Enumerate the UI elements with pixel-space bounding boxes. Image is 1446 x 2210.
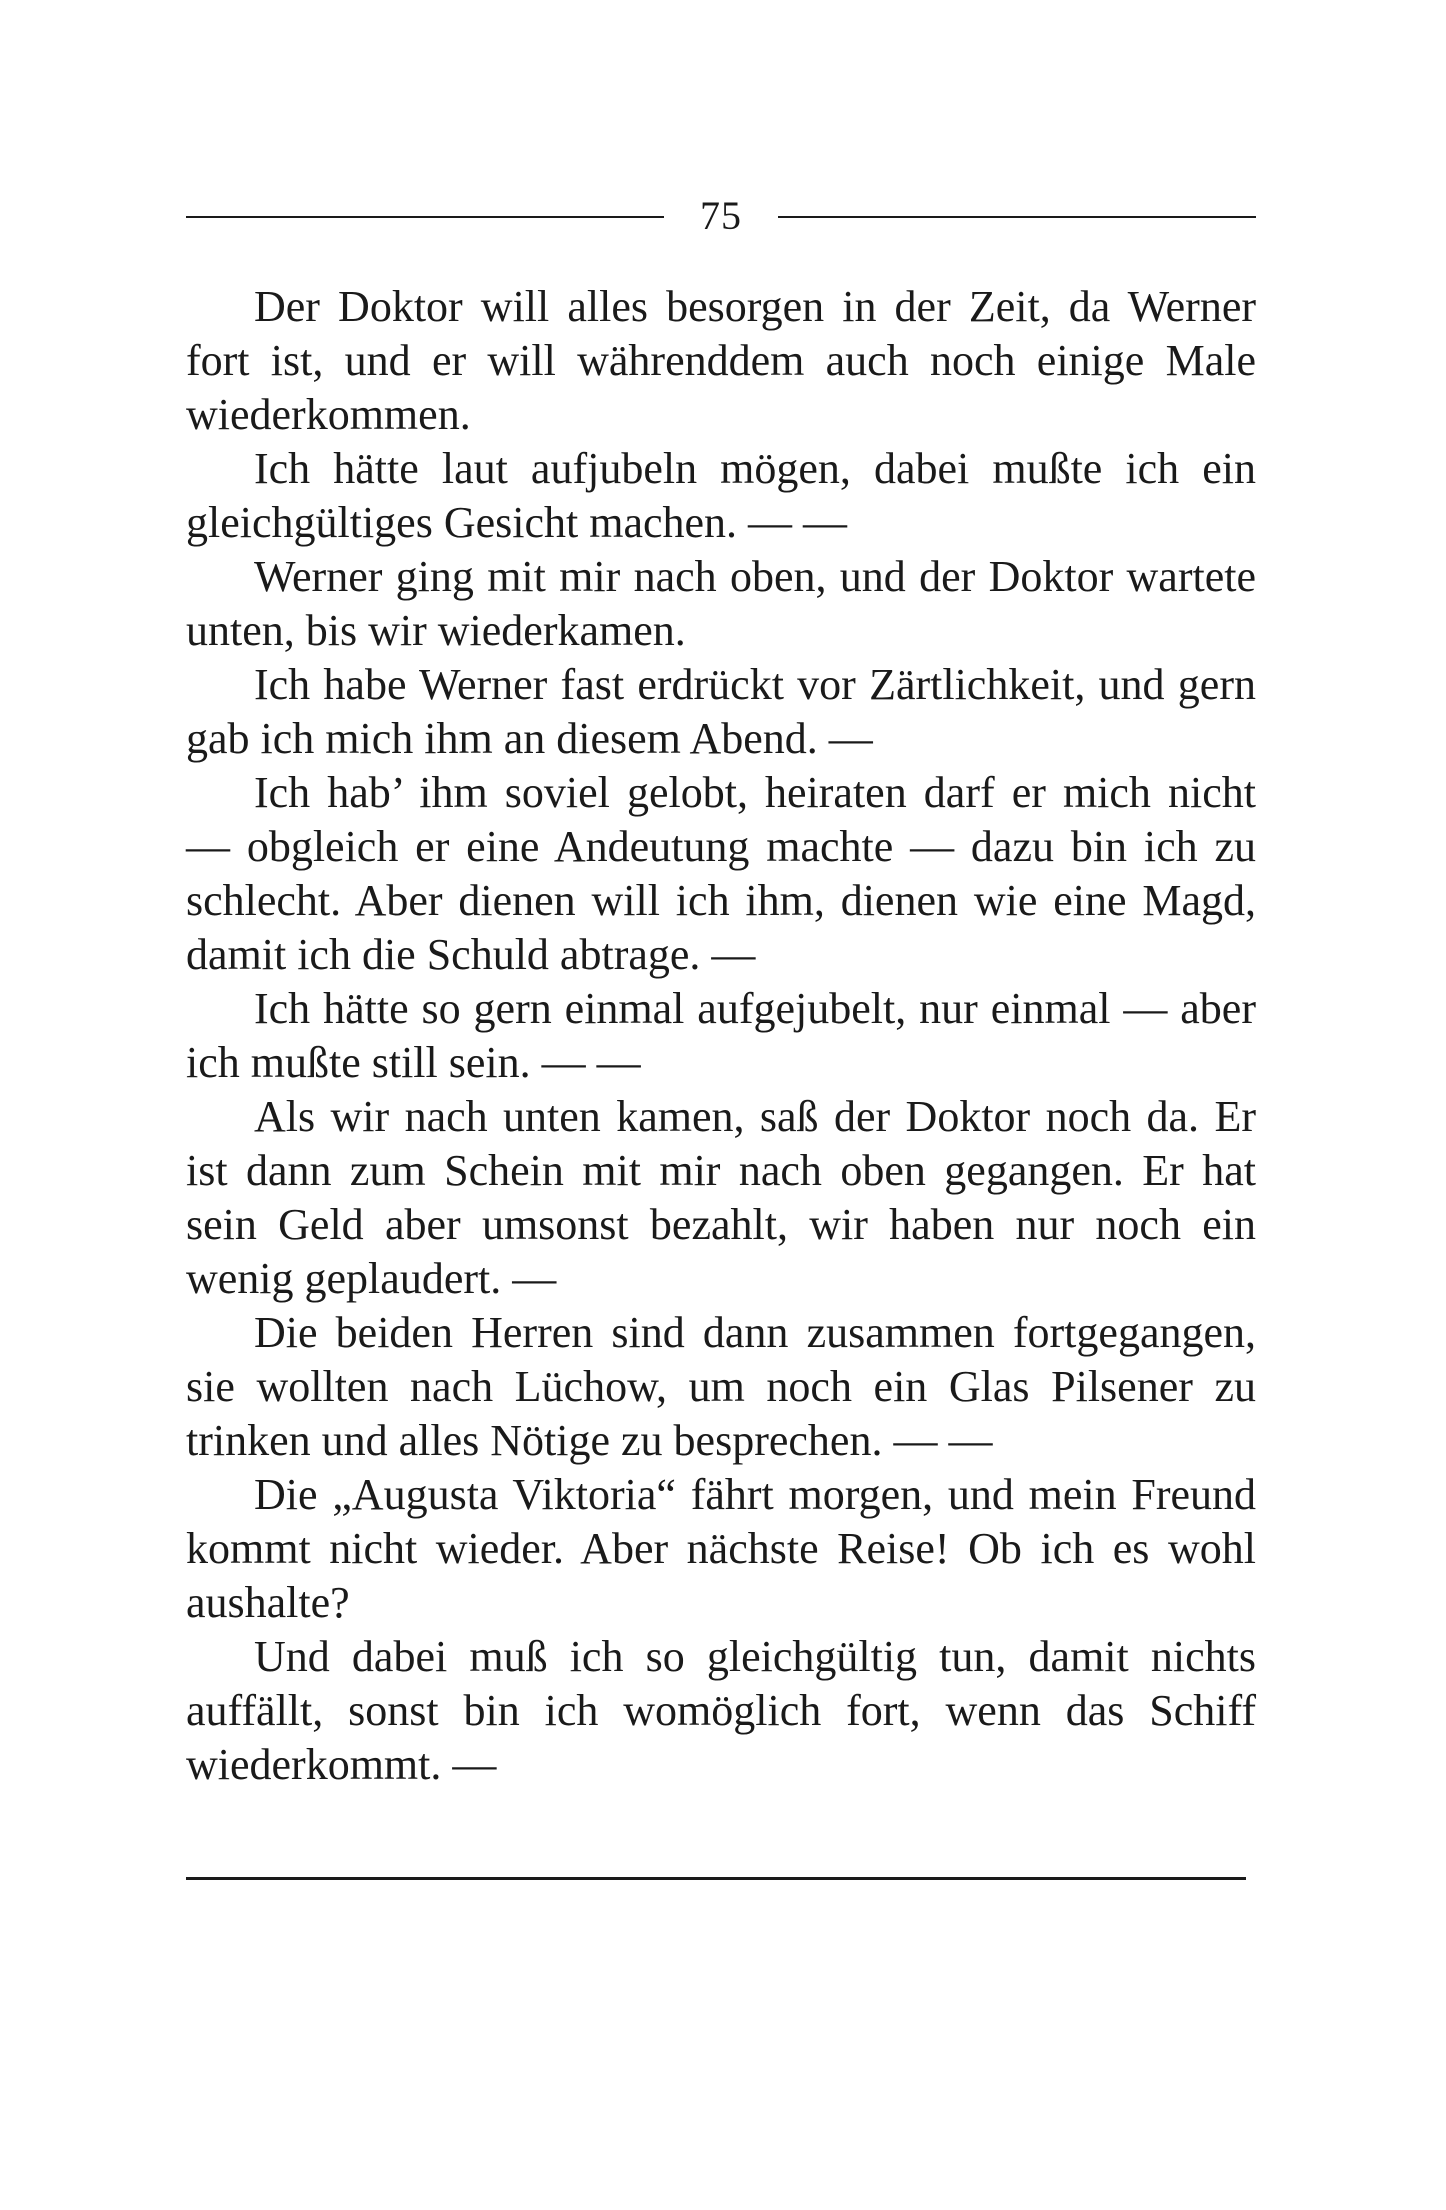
paragraph: Ich habe Werner fast erdrückt vor Zärtlichkeit, und gern gab ich mich ihm an diesem Abend. — <box>186 660 1256 763</box>
paragraph: Werner ging mit mir nach oben, und der Doktor wartete unten, bis wir wiederkamen. <box>186 552 1256 655</box>
paragraph: Ich hab’ ihm soviel gelobt, heiraten darf er mich nicht — obgleich er eine Andeutung machte — dazu bin ich zu schlecht. Aber dienen will ich ihm, dienen wie eine Magd, damit ich die Schuld abtrage. — <box>186 768 1256 979</box>
paragraph: Der Doktor will alles besorgen in der Zeit, da Werner fort ist, und er will währenddem auch noch einige Male wiederkommen. <box>186 282 1256 439</box>
paragraph: Die „Augusta Viktoria“ fährt morgen, und mein Freund kommt nicht wieder. Aber nächste Reise! Ob ich es wohl aushalte? <box>186 1470 1256 1627</box>
paragraph: Die beiden Herren sind dann zusammen fortgegangen, sie wollten nach Lüchow, um noch ein Glas Pilsener zu trinken und alles Nötige zu besprechen. — — <box>186 1308 1256 1465</box>
paragraph: Als wir nach unten kamen, saß der Doktor noch da. Er ist dann zum Schein mit mir nach oben gegangen. Er hat sein Geld aber umsonst bezahlt, wir haben nur noch ein wenig geplaudert. — <box>186 1092 1256 1303</box>
paragraph: Ich hätte so gern einmal aufgejubelt, nur einmal — aber ich mußte still sein. — — <box>186 984 1256 1087</box>
header-rule-right <box>778 216 1256 218</box>
paragraph: Und dabei muß ich so gleichgültig tun, damit nichts auffällt, sonst bin ich womöglich fort, wenn das Schiff wiederkommt. — <box>186 1632 1256 1789</box>
body-text <box>186 280 1256 1792</box>
paragraph: Ich hätte laut aufjubeln mögen, dabei mußte ich ein gleichgültiges Gesicht machen. — — <box>186 444 1256 547</box>
page-number: 75 <box>700 193 742 238</box>
page-header <box>186 188 1256 244</box>
footer-rule <box>186 1877 1246 1880</box>
